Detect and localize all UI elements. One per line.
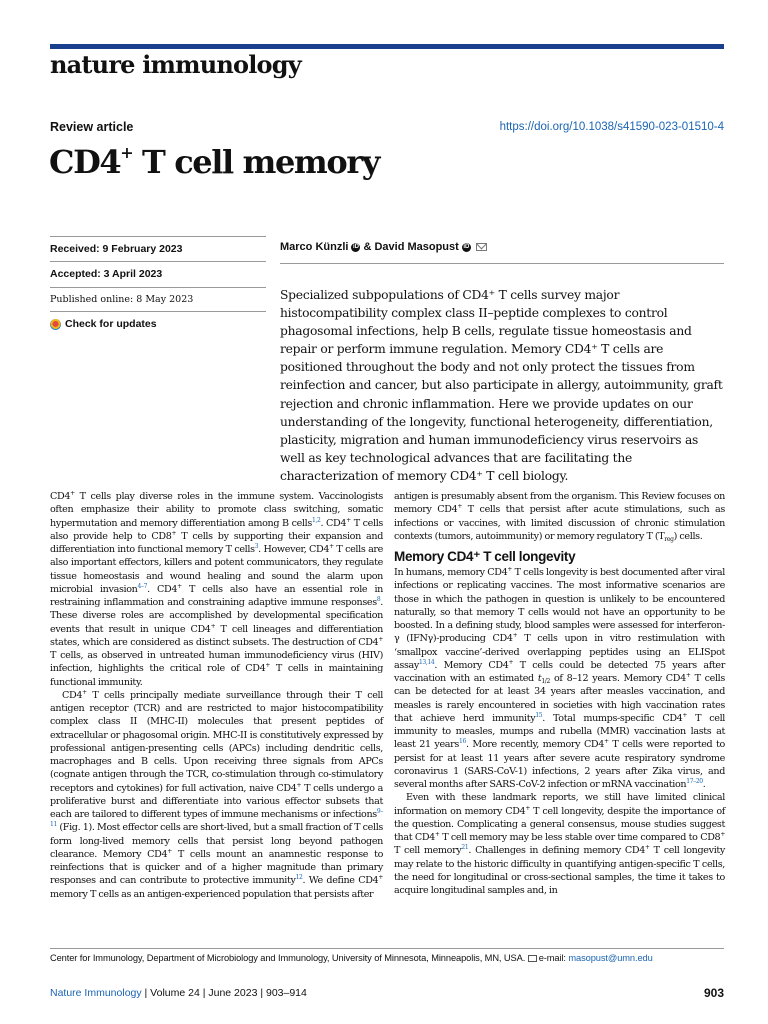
body-column-right: [394, 490, 725, 897]
author-list: [280, 241, 487, 253]
section-heading: Memory CD4⁺ T cell longevity: [394, 549, 576, 564]
paragraph: In humans, memory CD4+ T cells longevity is best documented after viral infections or replicating vaccines. The most informative scenarios are those in which the pathogen in question is unlikely to be encountered naturally, so that memory T cells would not have an opportunity to be boosted. In a defining study, blood samples were assessed for interferon-γ (IFNγ)-producing CD4+ T cells upon in vitro restimulation with ‘smallpox vaccine’-derived overlapping peptides using an ELISpot assay$^{13,14}$. Memory CD4+ T cells could be detected 75 years after vaccination with an estimated $t_{1/2}$ of 8–12 years. Memory CD4+ T cells can be detected for at least 34 years after measles vaccination, and measles is rarely encountered in societies with high vaccination rates that achieve herd immunity$^{15}$. Total mumps-specific CD4+ T cell immunity to measles, mumps and rubella (MMR) vaccination lasts at least 21 years$^{16}$. More recently, memory CD4+ T cells were reported to persist for at least 11 years after severe acute respiratory syndrome coronavirus 1 (SARS-CoV-1) infections, 2 years after Zika virus, and several months after SARS-CoV-2 infection or mRNA vaccination$^{17-20}$.: [394, 566, 726, 790]
page-footer: [50, 987, 307, 999]
body-column-left: [50, 490, 383, 901]
check-updates-row[interactable]: [50, 311, 266, 330]
affiliation-footnote: [50, 953, 653, 963]
article-type: Review article: [50, 120, 134, 134]
author-name-1[interactable]: Marco Künzli: [280, 241, 349, 253]
paragraph: CD4+ T cells play diverse roles in the immune system. Vaccinologists often emphasize their ability to promote class switching, somatic hypermutation and memory differentiation among B cells$^{1,2}$. CD4+ T cells also provide help to CD8+ T cells by supporting their expansion and differentiation into functional memory T cells$^3$. However, CD4+ T cells are also important effectors, killers and potent communicators, they regulate tissue homeostasis and wound healing and sound the alarm upon microbial invasion$^{4-7}$. CD4+ T cells also have an essential role in restraining inflammation and constraining adaptive immune responses$^8$. These diverse roles are accomplished by developmental specification events that result in unique CD4+ T cell lineages and differentiation states, which are considered as distinct subsets. The destruction of CD4+ T cells, as observed in untreated human immunodeficiency virus (HIV) infection, highlights the critical role of CD4+ T cells in maintaining functional immunity.: [50, 490, 384, 688]
paragraph: Even with these landmark reports, we still have limited clinical information on memory CD4+ T cell longevity, despite the importance of the question. Complicating a general consensus, mouse studies suggest that CD4+ T cell memory may be less stable over time compared to CD8+ T cell memory$^{21}$. Challenges in defining memory CD4+ T cell longevity may relate to the historic difficulty in quantifying antigen-specific T cells, the need for longitudinal or cross-sectional samples, the time it takes to acquire longitudinal samples and, in: [394, 792, 725, 896]
received-date: Received: 9 February 2023: [50, 236, 266, 255]
email-label: e-mail:: [538, 953, 566, 963]
footer-citation: | Volume 24 | June 2023 | 903–914: [141, 987, 307, 999]
crossmark-icon: [50, 319, 61, 330]
check-updates-button[interactable]: [50, 318, 266, 330]
page-number: 903: [703, 986, 724, 1000]
author-name-2[interactable]: & David Masopust: [363, 241, 459, 253]
email-icon: [528, 955, 537, 962]
orcid-icon[interactable]: iD: [463, 243, 470, 250]
title-rest: T cell memory: [132, 143, 379, 181]
title-superscript: +: [120, 143, 133, 162]
divider: [50, 948, 724, 949]
article-title: [49, 141, 379, 183]
footer-journal-link[interactable]: Nature Immunology: [50, 987, 142, 999]
email-icon[interactable]: [476, 243, 487, 251]
accepted-date: Accepted: 3 April 2023: [50, 261, 266, 280]
title-main: CD4: [49, 143, 121, 181]
divider: [280, 263, 724, 264]
abstract: Specialized subpopulations of CD4⁺ T cells survey major histocompatibility complex class II–peptide complexes to control phagosomal infections, help B cells, regulate tissue homeostasis and repair or perform immune regulation. Memory CD4⁺ T cells are positioned throughout the body and not only protect the tissues from reinfection and cancer, but also participate in allergy, autoimmunity, graft rejection and chronic inflammation. Here we provide updates on our understanding of the longevity, functional heterogeneity, differentiation, plasticity, migration and human immunodeficiency virus reservoirs as well as key technological advances that are facilitating the characterization of memory CD4⁺ T cell biology.: [280, 288, 723, 483]
published-date: Published online: 8 May 2023: [50, 287, 266, 305]
doi-link[interactable]: https://doi.org/10.1038/s41590-023-01510-4: [499, 121, 724, 133]
paragraph: CD4+ T cells principally mediate surveillance through their T cell antigen receptor (TCR) and are restricted to major histocompatibility complex class II (MHC-II) molecules that present peptides of extracellular or phagosomal origin. MHC-II is constitutively expressed by professional antigen-presenting cells (APCs) including dendritic cells, macrophages and B cells. Upon receiving three signals from APCs (cognate antigen through the TCR, co-stimulation through co-stimulatory receptors and cytokines) for full activation, naive CD4+ T cells undergo a proliferative burst and differentiate into various effector subsets that each are tailored to different types of immune mechanisms or infections$^{9-11}$ (Fig. 1). Most effector cells are short-lived, but a small fraction of T cells form long-lived memory cells that persist long beyond pathogen clearance. Memory CD4+ T cells mount an anamnestic response to reinfections that is quicker and of a higher magnitude than primary responses and can contribute to protective immunity$^{12}$. We define CD4+ memory T cells as an antigen-experienced population that persists after: [50, 688, 383, 900]
journal-header-bar: [50, 44, 724, 49]
orcid-icon[interactable]: iD: [352, 243, 359, 250]
email-link[interactable]: masopust@umn.edu: [568, 953, 653, 963]
check-updates-label: Check for updates: [65, 318, 157, 330]
paragraph: antigen is presumably absent from the organism. This Review focuses on memory CD4+ T cells that persist after acute stimulations, such as infections or vaccines, with limited discussion of chronic stimulation contexts (tumors, autoimmunity) or memory regulatory T $(T_{reg})$ cells.: [394, 491, 726, 543]
affiliation-text: Center for Immunology, Department of Microbiology and Immunology, University of Minnesota, Minneapolis, MN, USA.: [50, 953, 526, 963]
journal-name: nature immunology: [50, 50, 301, 79]
